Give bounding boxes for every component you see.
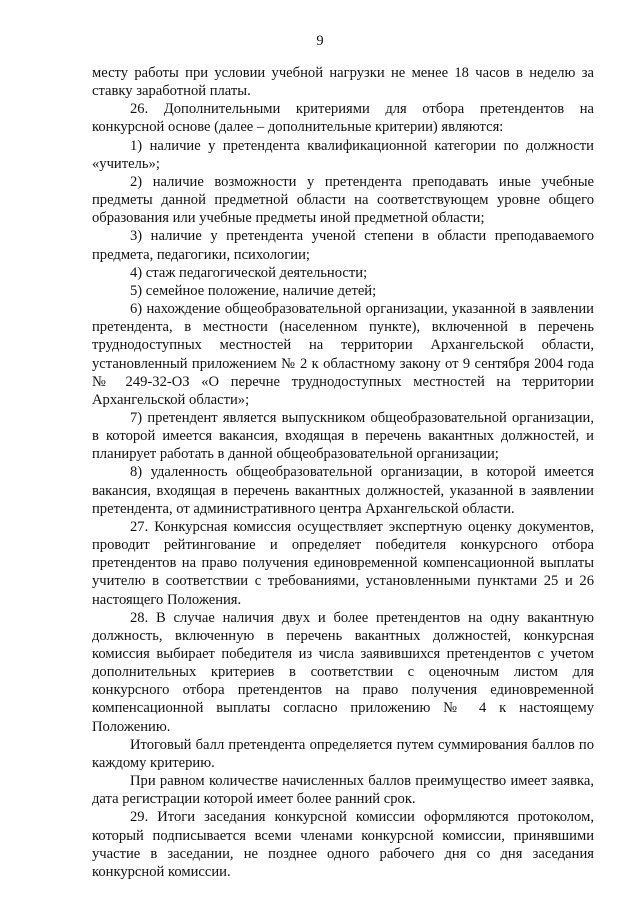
paragraph-criterion-3: 3) наличие у претендента ученой степени в области преподаваемого предмета, педагогики, психологии;: [92, 228, 594, 263]
paragraph-tie-rule: При равном количестве начисленных баллов преимущество имеет заявка, дата регистрации которой имеет более ранний срок.: [92, 773, 594, 808]
paragraph-clause-27: 27. Конкурсная комиссия осуществляет экспертную оценку документов, проводит рейтингование и определяет победителя конкурсного отбора претендентов на право получения единовременной компенсационной выплаты учителю в соответствии с требованиями, установленными пунктами 25 и 26 настоящего Положения.: [92, 518, 594, 608]
page-number: 9: [316, 33, 324, 49]
document-body: [92, 64, 594, 881]
paragraph-continuation: месту работы при условии учебной нагрузки не менее 18 часов в неделю за ставку заработной платы.: [92, 65, 594, 100]
paragraph-criterion-2: 2) наличие возможности у претендента преподавать иные учебные предметы данной предметной области на соответствующем уровне общего образования или учебные предметы иной предметной области;: [92, 173, 594, 227]
paragraph-criterion-6: 6) нахождение общеобразовательной организации, указанной в заявлении претендента, в местности (населенном пункте), включенной в перечень труднодоступных местностей на территории Архангельской области, установленный приложением № 2 к областному закону от 9 сентября 2004 года № 249-32-ОЗ «О перечне труднодоступных местностей на территории Архангельской области»;: [92, 301, 594, 408]
paragraph-clause-28: 28. В случае наличия двух и более претендентов на одну вакантную должность, включенную в перечень вакантных должностей, конкурсная комиссия выбирает победителя из числа заявившихся претендентов с учетом дополнительных критериев в соответствии с оценочным листом для конкурсного отбора претендентов на право получения единовременной компенсационной выплаты согласно приложению № 4 к настоящему Положению.: [92, 609, 594, 735]
paragraph-criterion-4: 4) стаж педагогической деятельности;: [130, 264, 368, 281]
paragraph-clause-26: 26. Дополнительными критериями для отбора претендентов на конкурсной основе (далее – дополнительные критерии) являются:: [92, 101, 594, 136]
paragraph-criterion-1: 1) наличие у претендента квалификационной категории по должности «учитель»;: [92, 137, 594, 172]
paragraph-total-score: Итоговый балл претендента определяется путем суммирования баллов по каждому критерию.: [92, 736, 594, 771]
paragraph-criterion-8: 8) удаленность общеобразовательной организации, в которой имеется вакансия, входящая в перечень вакантных должностей, указанной в заявлении претендента, от административного центра Архангельской области.: [92, 464, 594, 517]
paragraph-criterion-5: 5) семейное положение, наличие детей;: [130, 282, 377, 299]
paragraph-clause-29: 29. Итоги заседания конкурсной комиссии оформляются протоколом, который подписывается всеми членами конкурсной комиссии, принявшими участие в заседании, не позднее одного рабочего дня со дня заседания конкурсной комиссии.: [92, 809, 594, 880]
paragraph-criterion-7: 7) претендент является выпускником общеобразовательной организации, в которой имеется вакансия, входящая в перечень вакантных должностей, и планирует работать в данной общеобразовательной организации;: [92, 409, 594, 463]
